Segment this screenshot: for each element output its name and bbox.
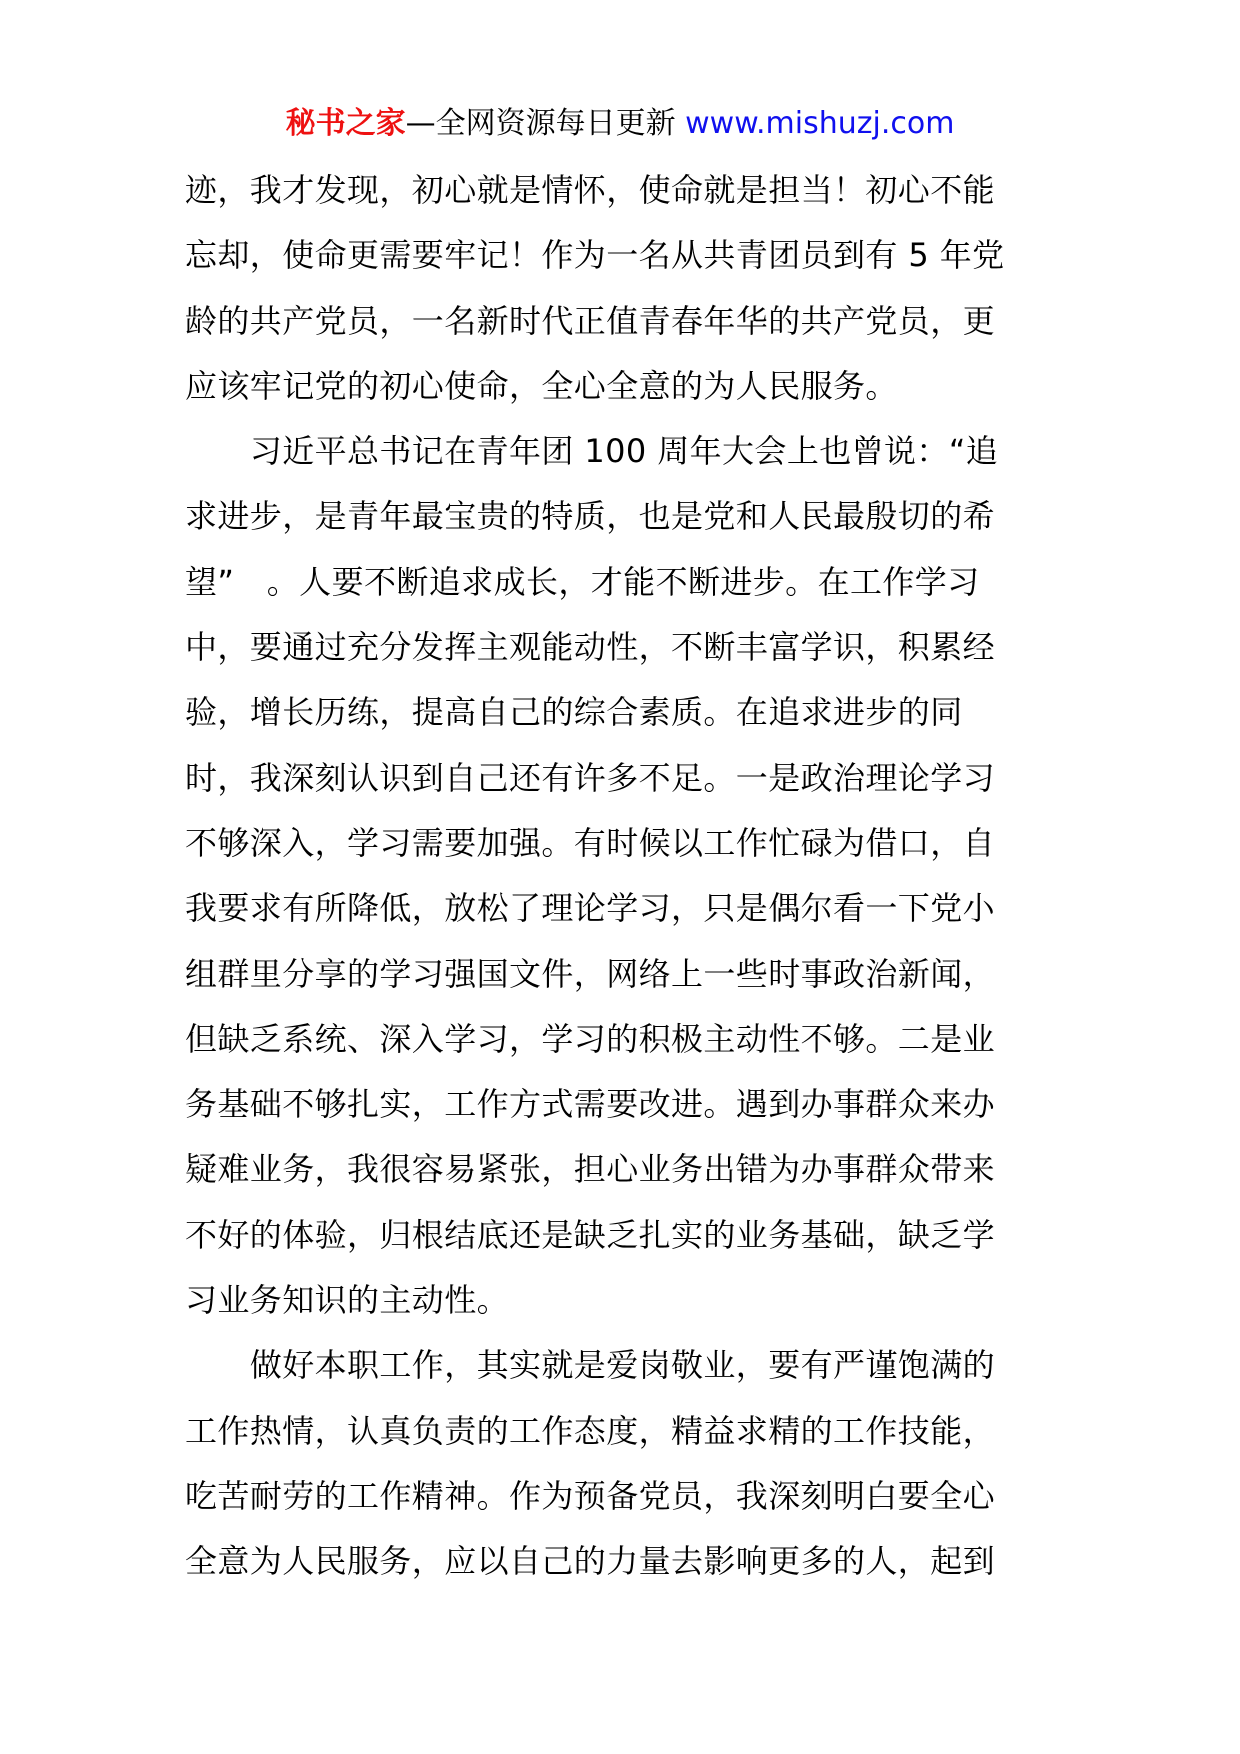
body-line: 中，要通过充分发挥主观能动性，不断丰富学识，积累经 [185,628,996,667]
document-body [185,158,1055,1595]
body-line: 习业务知识的主动性。 [185,1281,510,1320]
body-line: 做好本职工作，其实就是爱岗敬业，要有严谨饱满的 [185,1346,996,1385]
body-line: 时，我深刻认识到自己还有许多不足。一是政治理论学习 [185,758,996,797]
site-url-link[interactable]: www.mishuzj.com [685,106,955,141]
body-line: 不够深入，学习需要加强。有时候以工作忙碌为借口，自 [185,823,996,862]
header-tagline: —全网资源每日更新 [405,106,686,141]
body-line: 应该牢记党的初心使命，全心全意的为人民服务。 [185,366,898,405]
body-line: 忘却，使命更需要牢记！作为一名从共青团员到有 5 年党 [185,236,1005,275]
body-line: 望” 。人要不断追求成长，才能不断进步。在工作学习 [185,562,980,601]
body-line: 求进步，是青年最宝贵的特质，也是党和人民最殷切的希 [185,497,996,536]
body-line: 龄的共产党员，一名新时代正值青春年华的共产党员，更 [185,301,996,340]
brand-name: 秘书之家 [285,106,406,141]
body-line: 不好的体验，归根结底还是缺乏扎实的业务基础，缺乏学 [185,1215,996,1254]
body-line: 验，增长历练，提高自己的综合素质。在追求进步的同 [185,693,963,732]
site-header [0,98,1240,150]
body-line: 我要求有所降低，放松了理论学习，只是偶尔看一下党小 [185,889,996,928]
body-line: 工作热情，认真负责的工作态度，精益求精的工作技能， [185,1411,996,1450]
body-line: 组群里分享的学习强国文件，网络上一些时事政治新闻， [185,954,996,993]
body-line: 吃苦耐劳的工作精神。作为预备党员，我深刻明白要全心 [185,1476,996,1515]
body-line: 务基础不够扎实，工作方式需要改进。遇到办事群众来办 [185,1085,996,1124]
body-line: 习近平总书记在青年团 100 周年大会上也曾说：“追 [185,432,999,471]
body-line: 但缺乏系统、深入学习，学习的积极主动性不够。二是业 [185,1019,996,1058]
body-line: 全意为人民服务，应以自己的力量去影响更多的人，起到 [185,1542,996,1581]
body-line: 疑难业务，我很容易紧张，担心业务出错为办事群众带来 [185,1150,996,1189]
body-line: 迹，我才发现，初心就是情怀，使命就是担当！初心不能 [185,171,996,209]
